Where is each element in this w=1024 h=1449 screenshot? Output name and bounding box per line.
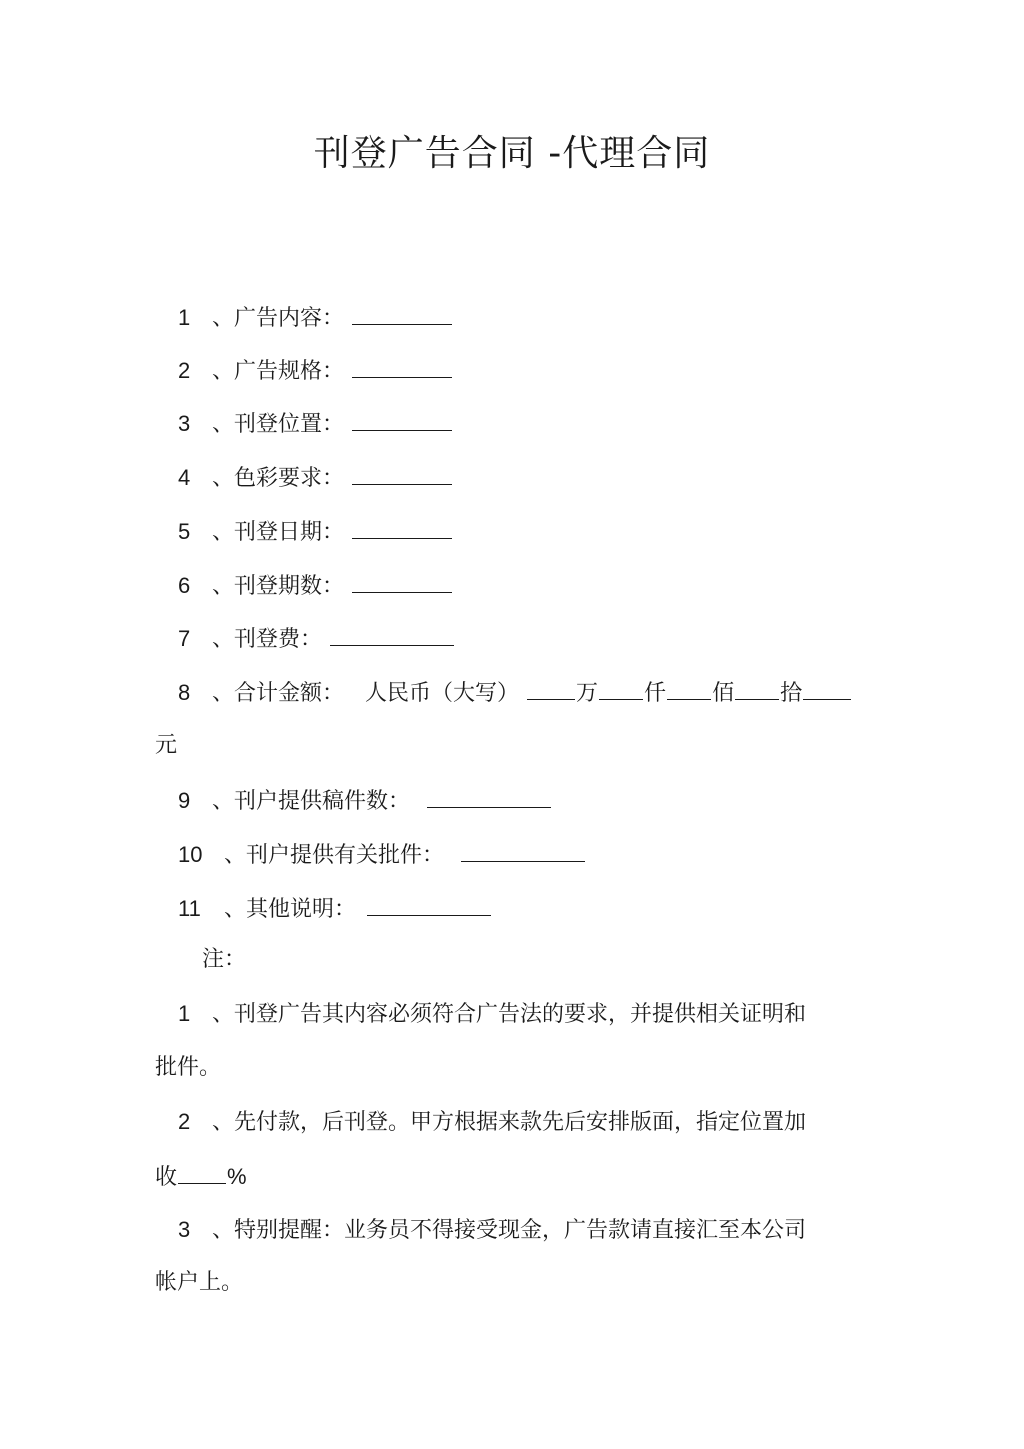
item-number: 4 — [178, 465, 191, 490]
unit-label: 万 — [576, 681, 599, 706]
fill-in-blank[interactable] — [352, 462, 452, 485]
fill-in-blank[interactable] — [527, 677, 575, 700]
note-text-continued: 帐户上。 — [155, 1270, 244, 1295]
fill-in-blank[interactable] — [352, 570, 452, 593]
percent-sign: % — [227, 1164, 247, 1189]
note-text: 、先付款，后刊登。甲方根据来款先后安排版面，指定位置加 — [212, 1110, 807, 1135]
item-label: 、刊登日期： — [212, 520, 345, 545]
fill-in-blank[interactable] — [667, 677, 711, 700]
fill-in-blank[interactable] — [803, 677, 851, 700]
note-item — [178, 1107, 806, 1138]
fill-in-blank[interactable] — [735, 677, 779, 700]
fill-in-blank[interactable] — [178, 1161, 226, 1184]
item-label: 、刊登期数： — [212, 574, 345, 599]
item-label: 、刊户提供稿件数： — [212, 789, 411, 814]
fill-in-blank[interactable] — [352, 516, 452, 539]
item-number: 1 — [178, 305, 191, 330]
fill-in-blank[interactable] — [461, 839, 585, 862]
item-label: 、其他说明： — [224, 897, 357, 922]
fill-in-blank[interactable] — [427, 785, 551, 808]
form-item-color — [178, 462, 453, 494]
unit-label: 拾 — [780, 681, 803, 706]
note-heading: 注： — [202, 947, 247, 972]
item-label: 、刊登位置： — [212, 412, 345, 437]
item-number: 6 — [178, 573, 191, 598]
currency-label: 人民币（大写） — [365, 681, 520, 706]
item-label: 、广告内容： — [212, 306, 345, 331]
item-number: 5 — [178, 519, 191, 544]
form-item-fee — [178, 623, 455, 655]
item-number: 9 — [178, 788, 191, 813]
item-number: 10 — [178, 842, 203, 867]
note-number: 2 — [178, 1109, 191, 1134]
item-label: 、刊登费： — [212, 627, 323, 652]
form-item-ad-spec — [178, 355, 453, 387]
form-item-manuscripts — [178, 785, 552, 817]
item-number: 3 — [178, 411, 191, 436]
form-item-approvals — [178, 839, 586, 871]
note-text: 收 — [155, 1165, 178, 1190]
document-title: 刊登广告合同 -代理合同 — [313, 133, 711, 174]
item-number: 7 — [178, 626, 191, 651]
form-item-ad-content — [178, 302, 453, 334]
form-item-issues — [178, 570, 453, 602]
amount-unit-yuan: 元 — [155, 733, 178, 758]
form-item-position — [178, 408, 453, 440]
fill-in-blank[interactable] — [599, 677, 643, 700]
form-item-other-notes — [178, 893, 492, 925]
item-label: 、合计金额： — [212, 681, 345, 706]
note-text-continued: 批件。 — [155, 1055, 222, 1080]
form-item-total-amount — [178, 677, 852, 709]
unit-label: 佰 — [712, 681, 735, 706]
fill-in-blank[interactable] — [330, 623, 454, 646]
note-text: 、特别提醒：业务员不得接受现金，广告款请直接汇至本公司 — [212, 1218, 807, 1243]
note-item — [178, 1215, 806, 1246]
note-number: 1 — [178, 1001, 191, 1026]
item-label: 、色彩要求： — [212, 466, 345, 491]
fill-in-blank[interactable] — [352, 302, 452, 325]
note-number: 3 — [178, 1217, 191, 1242]
item-label: 、广告规格： — [212, 359, 345, 384]
item-number: 8 — [178, 680, 191, 705]
fill-in-blank[interactable] — [352, 355, 452, 378]
form-item-date — [178, 516, 453, 548]
fill-in-blank[interactable] — [352, 408, 452, 431]
note-item — [178, 999, 806, 1030]
item-number: 2 — [178, 358, 191, 383]
item-number: 11 — [178, 896, 201, 921]
fill-in-blank[interactable] — [367, 893, 491, 916]
note-text-continued — [155, 1161, 247, 1193]
note-text: 、刊登广告其内容必须符合广告法的要求，并提供相关证明和 — [212, 1002, 807, 1027]
item-label: 、刊户提供有关批件： — [224, 843, 445, 868]
unit-label: 仟 — [644, 681, 667, 706]
